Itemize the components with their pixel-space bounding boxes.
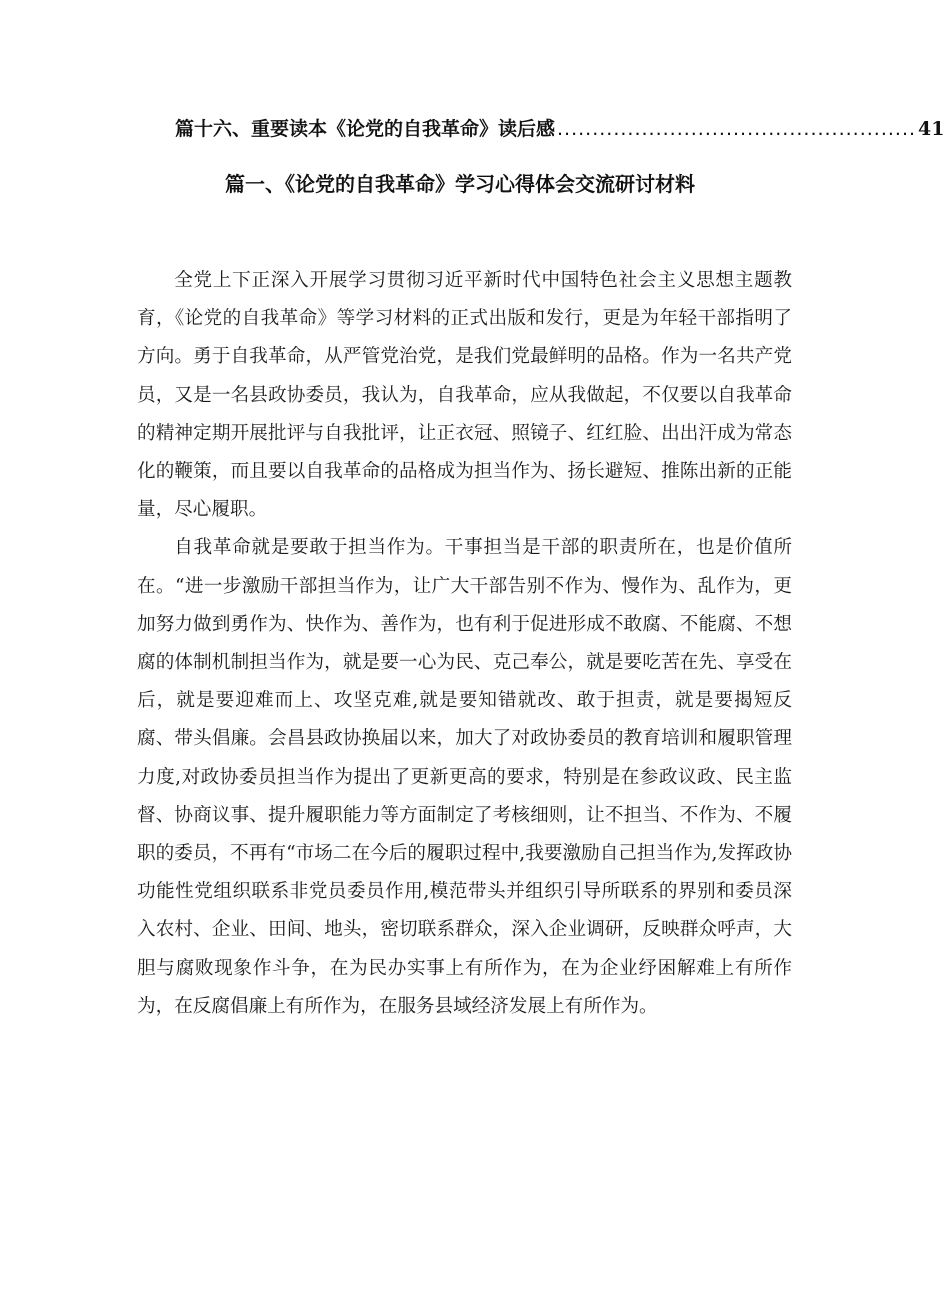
paragraph-2: 自我革命就是要敢于担当作为。干事担当是干部的职责所在，也是价值所在。“进一步激励干部担当作为，让广大干部告别不作为、慢作为、乱作为，更加努力做到勇作为、快作为、善作为，也有利于促进形成不敢腐、不能腐、不想腐的体制机制担当作为，就是要一心为民、克己奉公，就是要吃苦在先、享受在后，就是要迎难而上、攻坚克难,就是要知错就改、敢于担责，就是要揭短反腐、带头倡廉。会昌县政协换届以来，加大了对政协委员的教育培训和履职管理力度,对政协委员担当作为提出了更新更高的要求，特别是在参政议政、民主监督、协商议事、提升履职能力等方面制定了考核细则，让不担当、不作为、不履职的委员，不再有“市场二在今后的履职过程中,我要激励自己担当作为,发挥政协功能性党组织联系非党员委员作用,模范带头并组织引导所联系的界别和委员深入农村、企业、田间、地头，密切联系群众，深入企业调研，反映群众呼声，大胆与腐败现象作斗争，在为民办实事上有所作为，在为企业纾困解难上有所作为，在反腐倡廉上有所作为，在服务县域经济发展上有所作为。	[137, 537, 792, 1017]
toc-entry-title: 篇十六、重要读本《论党的自我革命》读后感	[175, 118, 556, 140]
toc-page-number: 41	[918, 118, 945, 140]
section-title: 篇一、《论党的自我革命》学习心得体会交流研讨材料	[225, 172, 695, 196]
body-text	[137, 262, 792, 1026]
toc-leader-dots: ...................................................	[557, 118, 917, 140]
toc-entry[interactable]	[175, 114, 945, 144]
paragraph-1: 全党上下正深入开展学习贯彻习近平新时代中国特色社会主义思想主题教育，《论党的自我革命》等学习材料的正式出版和发行，更是为年轻干部指明了方向。勇于自我革命，从严管党治党，是我们党最鲜明的品格。作为一名共产党员，又是一名县政协委员，我认为，自我革命，应从我做起，不仅要以自我革命的精神定期开展批评与自我批评，让正衣冠、照镜子、红红脸、出出汗成为常态化的鞭策，而且要以自我革命的品格成为担当作为、扬长避短、推陈出新的正能量，尽心履职。	[137, 270, 792, 521]
